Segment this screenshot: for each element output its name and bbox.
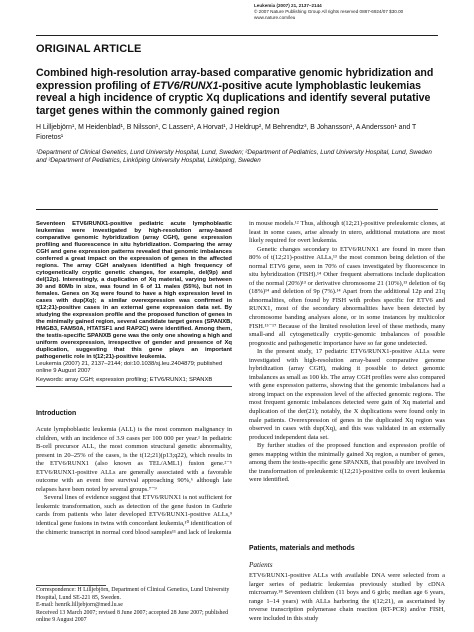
title-part2: -positive acute lymphoblastic leukemias reveal a high incidence of cryptic Xq duplications and identify several putative target genes within the commonly gained region [36,79,431,117]
author-list: H Lilljebjörn¹, M Heidenblad¹, B Nilsson¹, C Lassen¹, A Horvat¹, J Heldrup², M Behrendtz³, B Johansson¹, A Andersson¹ and T Fioretos¹ [36,124,417,141]
correspondence [36,587,232,625]
journal-header [254,3,403,22]
article-dates: Received 13 March 2007; revised 8 June 2007; accepted 28 June 2007; published online 9 August 2007 [36,609,229,623]
abstract-text: Seventeen ETV6/RUNX1-positive pediatric acute lymphoblastic leukemias were investigated by high-resolution array-based comparative genomic hybridization (array CGH), gene expression profiling and fluorescence in situ hybridization. Comparing the array CGH and gene expression patterns revealed that genomic imbalances conferred a great impact on the expression of genes in the affected regions. The array CGH analyses identified a high frequency of cytogenetically cryptic genetic changes, for example, del(9p) and del(12p). Interestingly, a duplication of Xq material, varying between 30 and 80Mb in size, was found in 6 of 11 males (55%), but not in females. Genes on Xq were found to have a high expression level in cases with dup(Xq); a similar overexpression was confirmed in t(12;21)-positive cases in an external gene expression data set. By studying the expression profile and the proposed function of genes in the minimally gained region, several candidate target genes (SPANXB, HMGB3, FAM50A, HTATSF1 and RAP2C) were identified. Among them, the testis-specific SPANXB gene was the only one showing a high and uniform overexpression, irrespective of gender and presence of Xq duplication, suggesting that this gene plays an important pathogenetic role in t(12;21)-positive leukemia. [36,221,232,361]
right-paragraph-2: Genetic changes secondary to ETV6/RUNX1 are found in more than 80% of t(12;21)-positive ALLs,¹³ the most common being deletion of the normal ETV6 gene, seen in 70% of cases investigated by fluorescence in situ hybridization (FISH).¹⁴ Other frequent aberrations include duplication of the normal (20%)¹³ or derivative chromosome 21 (10%),¹³ deletion of 6q (18%)¹⁴ and deletion of 9p (7%).¹⁴ Apart from the additional 12p and 21q abnormalities, often found by FISH with probes specific for ETV6 and RUNX1, most of the secondary abnormalities have been detected by chromosome banding analyses alone, or in some instances by multicolor FISH.¹⁵⁻¹⁷ Because of the limited resolution level of these methods, many small-and all cytogenetically cryptic-genomic imbalances of possible prognostic and pathogenetic importance have so far gone undetected. [249,245,445,347]
correspondence-email[interactable]: E-mail: henrik.lilljebjorn@med.lu.se [36,602,123,608]
introduction-text [36,426,232,537]
patients-paragraph: ETV6/RUNX1-positive ALLs with available DNA were selected from a larger series of pediatric leukemias previously studied by cDNA microarray.¹⁸ Seventeen children (11 boys and 6 girls; median age 6 years, range 1–14 years) with ALLs harboring the t(12;21), as ascertained by reverse transcription polymerase chain reaction (RT-PCR) and/or FISH, were included in this study [249,572,445,622]
intro-paragraph-2: Several lines of evidence suggest that ETV6/RUNX1 is not sufficient for leukemic transformation, such as detection of the gene fusion in Guthrie cards from patients who later developed ETV6/RUNX1-positive ALLs,⁹ identical gene fusions in twins with concordant leukemia,¹⁰ identification of the chimeric transcript in normal cord blood samples¹¹ and lack of leukemia [36,494,232,536]
header-rule [36,35,438,36]
copyright-line: © 2007 Nature Publishing Group All rights reserved 0887-6924/07 $30.00 [254,9,404,15]
footnote-rule [36,585,106,586]
journal-citation: Leukemia (2007) 21, 2137–2144 [254,3,322,8]
right-paragraph-3: In the present study, 17 pediatric ETV6/RUNX1-positive ALLs were investigated with high-resolution array-based comparative genome hybridization (array CGH), making it possible to detect genomic imbalances as small as 100 kb. The array CGH profiles were also compared with gene expression patterns, showing that the genomic imbalances had a strong impact on the expression level of the affected genomic regions. The most frequent genomic imbalances detected were gain of Xq material and duplication of the der(21); notably, the X duplications were found only in male patients. Overexpression of genes in the duplicated Xq region was observed in cases with dup(Xq), and this was validated in an externally produced independent data set. [249,348,445,441]
right-column-text [249,220,445,485]
right-paragraph-1: in mouse models.¹² Thus, although t(12;21)-positive preleukemic clones, at least in some cases, arise already in utero, additional mutations are most likely required for overt leukemia. [249,220,445,245]
right-paragraph-4: By further studies of the proposed function and expression profile of genes mapping within the minimally gained Xq region, a number of genes, among them the testis-specific gene SPANXB, that possibly are involved in the transformation of preleukemic t(12;21)-positive cells to overt leukemia were identified. [249,442,445,484]
abstract-citation: Leukemia (2007) 21, 2137–2144; doi:10.1038/sj.leu.2404879; published online 9 August 2007 [36,361,223,375]
article-title [36,67,444,117]
abstract-top-rule [36,209,438,210]
patients-text [249,572,445,623]
introduction-heading: Introduction [36,410,77,417]
title-part1: Combined high-resolution array-based comparative genomic hybridization and expression profiling of [36,67,434,92]
article-type: ORIGINAL ARTICLE [36,43,142,55]
affiliations: ¹Department of Clinical Genetics, Lund University Hospital, Lund, Sweden; ²Department of Pediatrics, Lund University Hospital, Lund, Sweden and ³Department of Pediatrics, Linköping University Hospital, Linköping, Sweden [36,149,432,164]
keywords-rule [36,386,232,387]
correspondence-address: Correspondence: H Lilljebjörn, Department of Clinical Genetics, Lund University Hospital, Lund SE-221 85, Sweden. [36,587,230,601]
abstract [36,221,232,375]
title-italic: ETV6/RUNX1 [153,79,219,92]
patients-heading: Patients [249,561,273,569]
keywords: Keywords: array CGH; expression profiling; ETV6/RUNX1; SPANXB [36,377,213,383]
intro-paragraph-1: Acute lymphoblastic leukemia (ALL) is the most common malignancy in children, with an incidence of 3.9 cases per 100 000 per year.¹ In pediatric B-cell precursor ALL, the most common structural genetic abnormality, present in 20–25% of the cases, is the t(12;21)(p13;q22), which results in the ETV6/RUNX1 (also known as TEL/AML1) fusion gene.²⁻⁵ ETV6/RUNX1-positive ALLs are generally associated with a favorable outcome with an event free survival approaching 90%,⁶ although late relapses have been noted by several groups.⁷⁻⁹ [36,426,232,493]
journal-url[interactable]: www.nature.com/leu [254,15,296,21]
methods-heading: Patients, materials and methods [249,545,355,552]
